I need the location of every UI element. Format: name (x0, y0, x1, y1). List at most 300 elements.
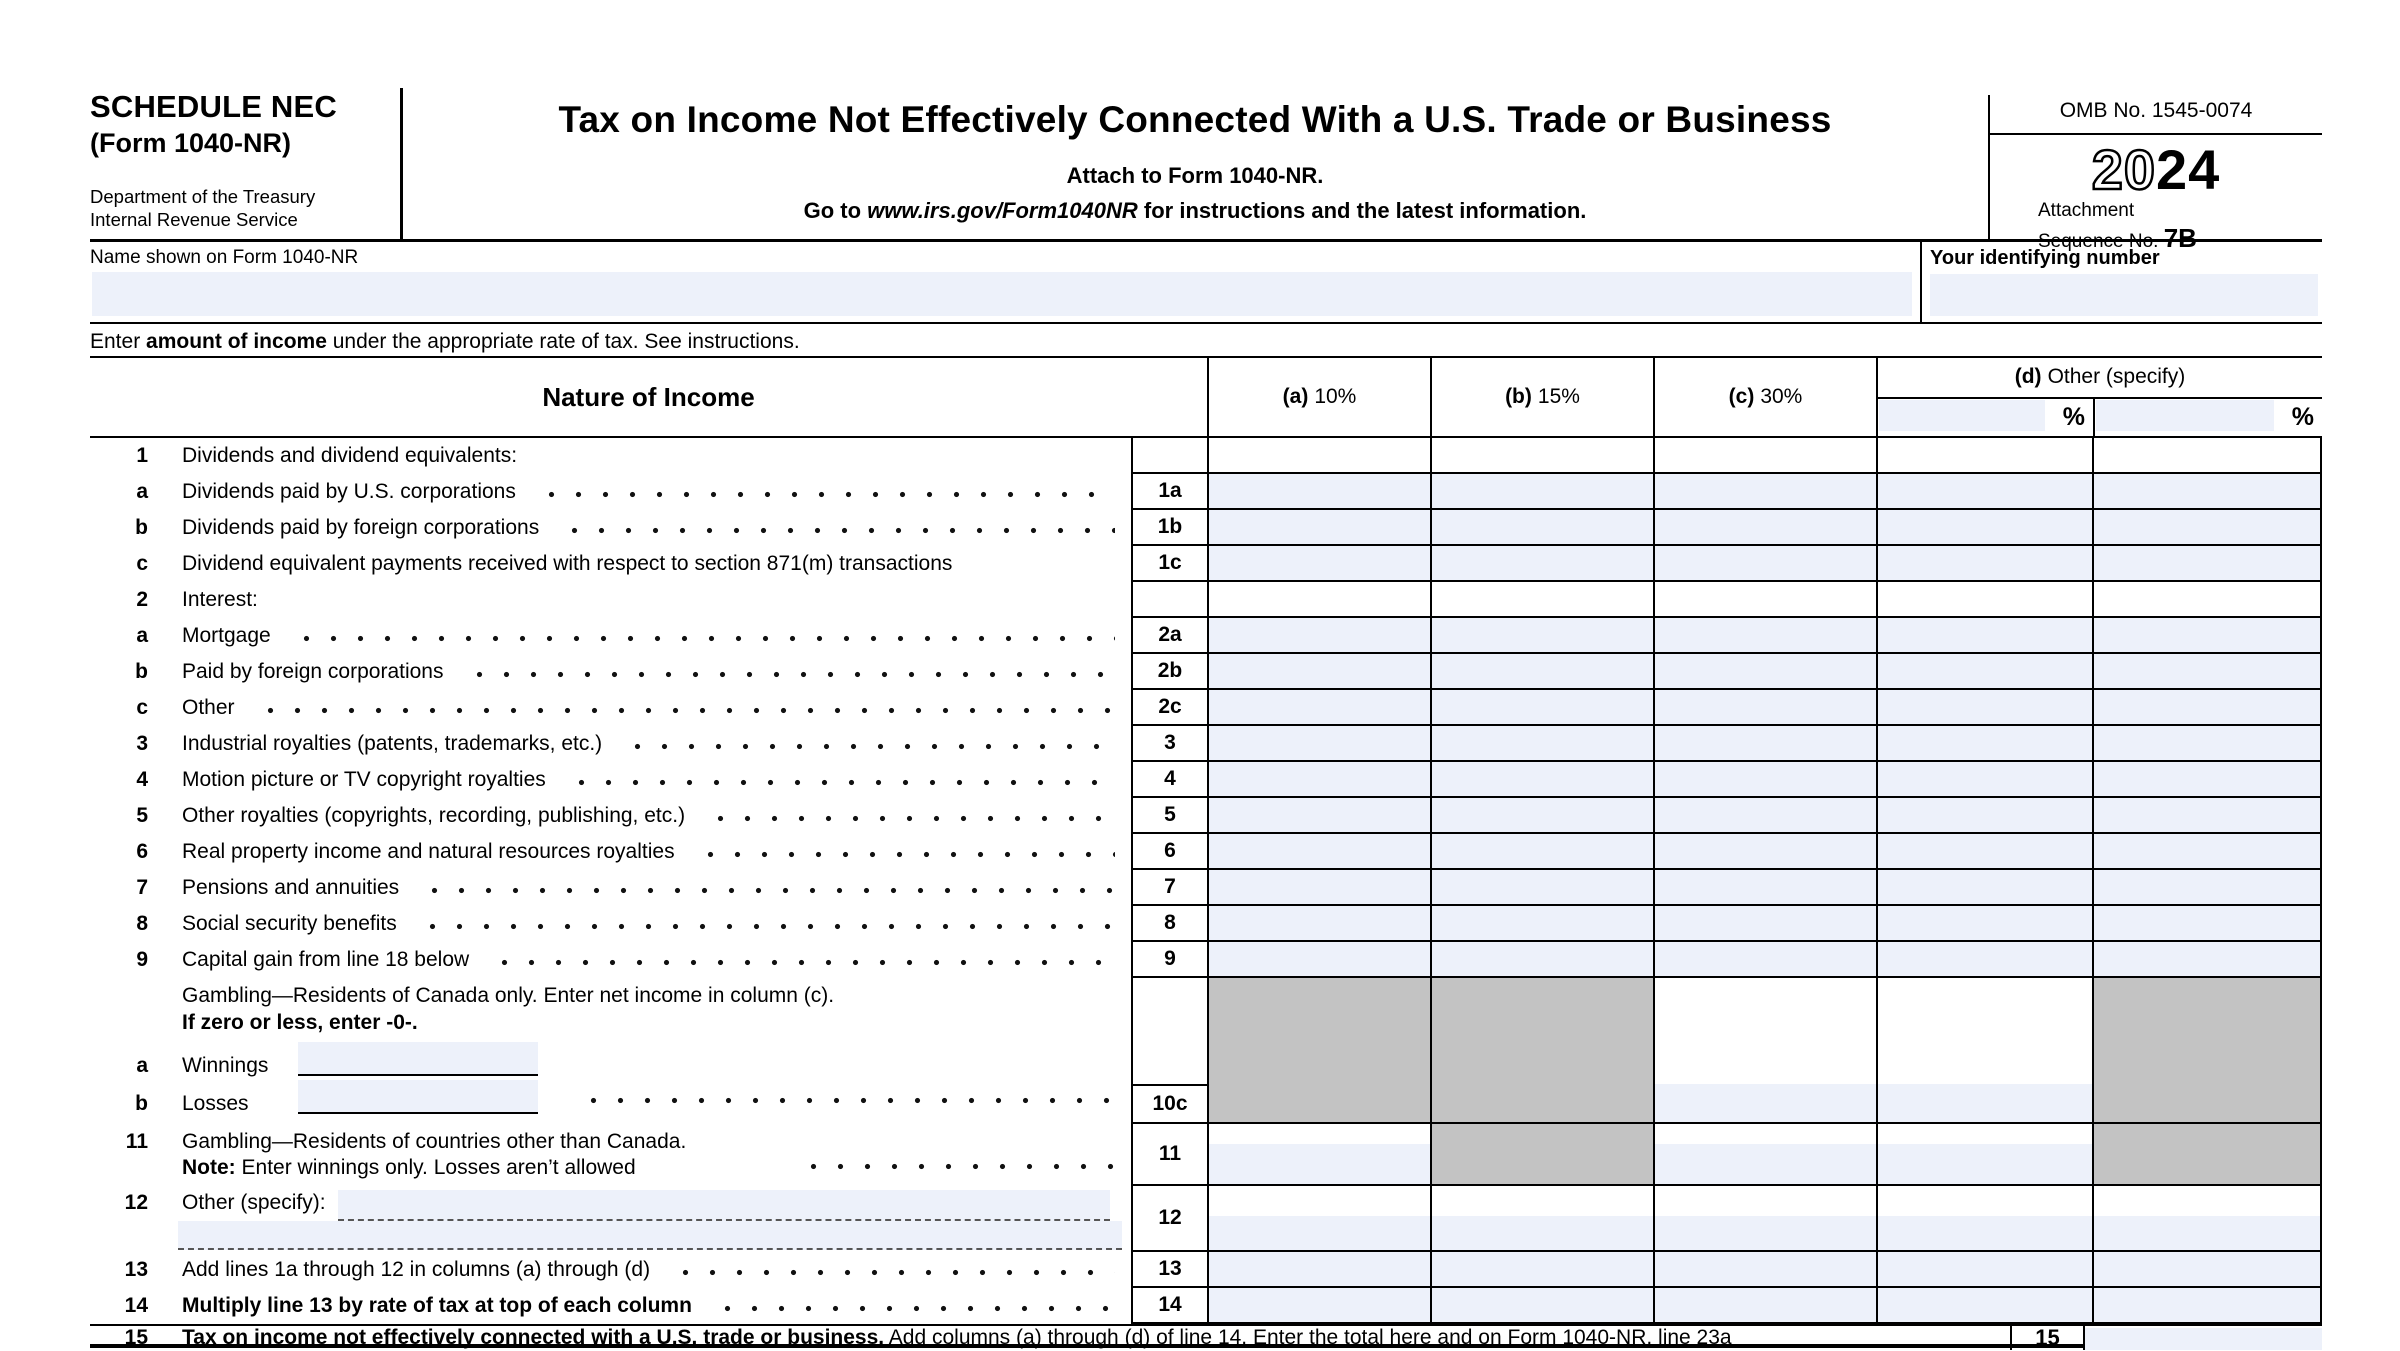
form-number: (Form 1040-NR) (90, 128, 292, 158)
winnings-letter: a (136, 1054, 148, 1077)
cell-2c-a[interactable] (1207, 690, 1430, 726)
cell-7-a[interactable] (1207, 870, 1430, 906)
column-a-rate: 10% (1314, 385, 1357, 408)
cell-1c-c[interactable] (1653, 546, 1876, 582)
row-number (90, 516, 148, 540)
row-number (90, 660, 148, 684)
cell-5-c[interactable] (1653, 798, 1876, 834)
cell-1a-d1[interactable] (1876, 474, 2092, 510)
row-label-line (90, 510, 1131, 546)
title-block (402, 85, 1988, 224)
row-number-text: 9 (136, 948, 148, 971)
row-number-text: 3 (136, 732, 148, 755)
cell-2b-c[interactable] (1653, 654, 1876, 690)
column-a-header (1207, 358, 1430, 436)
row-label-area (90, 474, 1131, 510)
row-number-box (1131, 942, 1207, 978)
other-specify-label: Other (specify): (182, 1191, 326, 1214)
row-label: Capital gain from line 18 below (182, 948, 470, 971)
row-label-bold: Tax on income not effectively connected with a U.S. trade or business. (182, 1326, 885, 1349)
cell-1c-d1[interactable] (1876, 546, 2092, 582)
cell-12-c[interactable] (1653, 1186, 1876, 1252)
row-number-box-text: 6 (1164, 839, 1176, 862)
cell-1b-d1[interactable] (1876, 510, 2092, 546)
row-label-line (90, 798, 1131, 834)
dot-leader (624, 726, 1115, 762)
table-row-line-2a (90, 618, 2322, 654)
row-label: Social security benefits (182, 912, 397, 935)
dot-leader (419, 906, 1115, 942)
cell-1-b (1430, 438, 1653, 474)
instruction-pre: Enter (90, 330, 147, 353)
row-number (90, 840, 148, 864)
cell-5-b[interactable] (1430, 798, 1653, 834)
cell-1b-d2[interactable] (2092, 510, 2322, 546)
row-number-box (1131, 906, 1207, 942)
cell-4-d2[interactable] (2092, 762, 2322, 798)
row-number-box-text: 11 (1158, 1142, 1182, 1165)
row-label: Dividend equivalent payments received with respect to section 871(m) transactions (182, 552, 953, 575)
omb-number: OMB No. 1545-0074 (2059, 99, 2253, 122)
row-label-area (90, 1252, 1131, 1288)
row-number-text: a (136, 624, 148, 647)
identifying-number-input[interactable] (1930, 274, 2318, 316)
cell-9-d2[interactable] (2092, 942, 2322, 978)
cell-8-a[interactable] (1207, 906, 1430, 942)
cell-5-d1[interactable] (1876, 798, 2092, 834)
cell-13-d1[interactable] (1876, 1252, 2092, 1288)
cell-10c-a (1207, 978, 1430, 1124)
cell-3-b[interactable] (1430, 726, 1653, 762)
column-d1-rate-input[interactable] (1879, 400, 2045, 431)
row-label: Multiply line 13 by rate of tax at top of each column (182, 1294, 692, 1317)
row-label-rest: Add columns (a) through (d) of line 14. Enter the total here and on Form 1040-NR, line 23a (884, 1326, 1732, 1349)
row-number-box (1131, 870, 1207, 906)
cell-14-b[interactable] (1430, 1288, 1653, 1324)
cell-14-a[interactable] (1207, 1288, 1430, 1324)
row-number-box (1131, 834, 1207, 870)
cell-2b-d1[interactable] (1876, 654, 2092, 690)
row-number-box-text: 15 (2035, 1325, 2060, 1350)
other-specify-input-2[interactable] (178, 1221, 1122, 1250)
row-label-area (90, 510, 1131, 546)
cell-12-d1[interactable] (1876, 1186, 2092, 1252)
dot-leader (293, 618, 1115, 654)
table-row-line-7 (90, 870, 2322, 906)
table-row-line-2c (90, 690, 2322, 726)
column-d2-rate-input[interactable] (2096, 400, 2274, 431)
cell-1c-a[interactable] (1207, 546, 1430, 582)
cell-2a-d1[interactable] (1876, 618, 2092, 654)
dot-leader (714, 1288, 1115, 1324)
cell-2c-d1[interactable] (1876, 690, 2092, 726)
cell-14-d2[interactable] (2092, 1288, 2322, 1324)
cell-1-c (1653, 438, 1876, 474)
row-label-area (90, 726, 1131, 762)
row-number (90, 444, 148, 468)
dot-leader (538, 474, 1115, 510)
cell-12-d2-input[interactable] (2094, 1216, 2320, 1250)
row-number-box (1131, 546, 1207, 582)
cell-11-d1-input[interactable] (1878, 1144, 2092, 1184)
cell-4-c[interactable] (1653, 762, 1876, 798)
nature-of-income-header: Nature of Income (542, 381, 755, 412)
table-header-row (90, 358, 2322, 438)
row-label-area (90, 546, 1131, 582)
row-number-text: 15 (124, 1326, 148, 1349)
column-c-rate: 30% (1760, 385, 1803, 408)
row-number-text: c (136, 552, 148, 575)
cell-1a-c[interactable] (1653, 474, 1876, 510)
table-row-line-9 (90, 942, 2322, 978)
row-label-line (90, 690, 1131, 726)
cell-1-d2 (2092, 438, 2322, 474)
cell-9-a[interactable] (1207, 942, 1430, 978)
row-number-box (1131, 762, 1207, 798)
cell-1b-b[interactable] (1430, 510, 1653, 546)
row-label: Other (182, 696, 235, 719)
cell-4-a[interactable] (1207, 762, 1430, 798)
row-number-box (1131, 798, 1207, 834)
row-number-box-text: 7 (1164, 875, 1176, 898)
cell-8-d1[interactable] (1876, 906, 2092, 942)
row-label-line (90, 762, 1131, 798)
gambling-canada-line1: Gambling—Residents of Canada only. Enter net income in column (c). (182, 984, 835, 1007)
row-label-line (90, 834, 1131, 870)
cell-13-b[interactable] (1430, 1252, 1653, 1288)
instruction-bold: amount of income (146, 330, 327, 353)
cell-11-b (1430, 1124, 1653, 1186)
row-label-area (90, 798, 1131, 834)
identity-band (90, 242, 2322, 324)
cell-2c-d2[interactable] (2092, 690, 2322, 726)
cell-3-d1[interactable] (1876, 726, 2092, 762)
other-specify-input[interactable] (338, 1190, 1110, 1221)
row-label-area (90, 942, 1131, 978)
row-number (90, 1294, 148, 1318)
row-label: Interest: (182, 588, 258, 611)
cell-2b-a[interactable] (1207, 654, 1430, 690)
row-number-box (1131, 618, 1207, 654)
name-label: Name shown on Form 1040-NR (90, 247, 359, 268)
row-number-box (1131, 582, 1207, 618)
dot-leader (672, 1252, 1115, 1288)
column-d-tag: (d) (2014, 365, 2042, 389)
losses-letter: b (135, 1092, 148, 1115)
cell-6-d1[interactable] (1876, 834, 2092, 870)
cell-6-d2[interactable] (2092, 834, 2322, 870)
winnings-label: Winnings (182, 1054, 269, 1077)
name-cell (90, 242, 1920, 322)
table-row-line-8 (90, 906, 2322, 942)
note-bold: Note: (182, 1156, 236, 1179)
table-row-line-4 (90, 762, 2322, 798)
column-b-tag: (b) (1505, 385, 1532, 408)
cell-2b-b[interactable] (1430, 654, 1653, 690)
cell-3-a[interactable] (1207, 726, 1430, 762)
row-number-box (1131, 1186, 1207, 1252)
cell-3-c[interactable] (1653, 726, 1876, 762)
row-label-line (90, 546, 1131, 582)
cell-11-c[interactable] (1653, 1124, 1876, 1186)
cell-12-d1-input[interactable] (1878, 1216, 2092, 1250)
row-number-box-text: 5 (1164, 803, 1176, 826)
cell-4-d1[interactable] (1876, 762, 2092, 798)
column-a-tag: (a) (1282, 385, 1309, 408)
cell-6-c[interactable] (1653, 834, 1876, 870)
sequence-number: 7B (2163, 222, 2197, 253)
cell-8-b[interactable] (1430, 906, 1653, 942)
tax-year (1990, 137, 2322, 202)
cell-12-c-input[interactable] (1655, 1216, 1876, 1250)
column-c-tag: (c) (1728, 385, 1755, 408)
note-rest: Enter winnings only. Losses aren’t allowed (235, 1156, 636, 1179)
row-number-box-text: 9 (1164, 947, 1176, 970)
cell-11-c-input[interactable] (1655, 1144, 1876, 1184)
cell-2a-b[interactable] (1430, 618, 1653, 654)
cell-7-c[interactable] (1653, 870, 1876, 906)
cell-2-d2 (2092, 582, 2322, 618)
row-label: Dividends paid by U.S. corporations (182, 480, 516, 503)
cell-12-b-input[interactable] (1432, 1216, 1653, 1250)
row-number-text: 2 (136, 588, 148, 611)
row-number-text: 4 (136, 768, 148, 791)
table-row-line-3 (90, 726, 2322, 762)
cell-10c-d1[interactable] (1876, 978, 2092, 1124)
row-number-text: 14 (124, 1294, 148, 1317)
cell-13-c[interactable] (1653, 1252, 1876, 1288)
row-number-box (1131, 654, 1207, 690)
row-number (90, 948, 148, 972)
cell-14-d1[interactable] (1876, 1288, 2092, 1324)
dot-leader (580, 1096, 1117, 1105)
row-number-text: b (135, 516, 148, 539)
row-number (90, 696, 148, 720)
cell-6-a[interactable] (1207, 834, 1430, 870)
cell-7-d2[interactable] (2092, 870, 2322, 906)
table-row-line-15 (90, 1324, 2322, 1350)
row-label-area (90, 1124, 1131, 1186)
row-number-box (1131, 1124, 1207, 1186)
row-number (90, 1258, 148, 1282)
row-label-area (90, 582, 1131, 618)
attachment-word: Attachment (2038, 200, 2135, 221)
cell-2c-c[interactable] (1653, 690, 1876, 726)
row-number-box-text: 10c (1152, 1092, 1188, 1115)
row-label-area (90, 618, 1131, 654)
row-label: Mortgage (182, 624, 271, 647)
row-number-box-text: 1a (1158, 479, 1182, 502)
row-number-box (2010, 1326, 2085, 1350)
dot-leader (491, 942, 1115, 978)
row-number-text: a (136, 480, 148, 503)
cell-3-d2[interactable] (2092, 726, 2322, 762)
row-number (90, 804, 148, 828)
table-row-line-5 (90, 798, 2322, 834)
cell-11-a-input[interactable] (1209, 1144, 1430, 1184)
column-d-text: Other (specify) (2047, 365, 2186, 389)
cell-2-b (1430, 582, 1653, 618)
goto-suffix: for instructions and the latest information. (1137, 198, 1587, 223)
cell-2a-a[interactable] (1207, 618, 1430, 654)
cell-4-b[interactable] (1430, 762, 1653, 798)
cell-13-d2[interactable] (2092, 1252, 2322, 1288)
row-number-box (1131, 1288, 1207, 1324)
dot-leader (466, 654, 1116, 690)
gambling-other-note (182, 1156, 636, 1180)
cell-11-a[interactable] (1207, 1124, 1430, 1186)
row-number-box-text: 3 (1164, 731, 1176, 754)
cell-10c-d1-input[interactable] (1878, 1084, 2092, 1122)
cell-1a-b[interactable] (1430, 474, 1653, 510)
cell-9-d1[interactable] (1876, 942, 2092, 978)
row-number-box-text: 2b (1157, 659, 1183, 682)
row-label-area (90, 978, 1131, 1124)
table-row-line-11 (90, 1124, 2322, 1186)
row-label-area (90, 438, 1131, 474)
row-number (90, 876, 148, 900)
cell-1b-c[interactable] (1653, 510, 1876, 546)
table-row-line-2 (90, 582, 2322, 618)
goto-line (402, 198, 1988, 224)
cell-2c-b[interactable] (1430, 690, 1653, 726)
cell-9-b[interactable] (1430, 942, 1653, 978)
row-label-line (90, 870, 1131, 906)
row-label: Dividends paid by foreign corporations (182, 516, 540, 539)
line15-total-input[interactable] (2085, 1328, 2322, 1350)
cell-14-c[interactable] (1653, 1288, 1876, 1324)
row-label-area (90, 834, 1131, 870)
table-row-line-2b (90, 654, 2322, 690)
omb-rule (1990, 133, 2322, 135)
cell-11-d2 (2092, 1124, 2322, 1186)
row-number (90, 588, 148, 612)
row-number (90, 1191, 148, 1215)
table-row-line-13 (90, 1252, 2322, 1288)
cell-9-c[interactable] (1653, 942, 1876, 978)
cell-8-d2[interactable] (2092, 906, 2322, 942)
row-label: Real property income and natural resources royalties (182, 840, 675, 863)
table-row-line-1c (90, 546, 2322, 582)
cell-10c-b (1430, 978, 1653, 1124)
cell-10c-c-input[interactable] (1655, 1084, 1876, 1122)
cell-12-a[interactable] (1207, 1186, 1430, 1252)
cell-12-b[interactable] (1430, 1186, 1653, 1252)
cell-2a-c[interactable] (1653, 618, 1876, 654)
form-id-block (90, 89, 390, 231)
dot-leader (697, 834, 1115, 870)
rate-instruction (90, 330, 800, 354)
name-input[interactable] (92, 272, 1912, 316)
cell-1a-d2[interactable] (2092, 474, 2322, 510)
cell-2-d1 (1876, 582, 2092, 618)
row-label-line (90, 942, 1131, 978)
dot-leader (421, 870, 1115, 906)
cell-12-a-input[interactable] (1209, 1216, 1430, 1250)
table-row-line-12 (90, 1186, 2322, 1252)
cell-2-a (1207, 582, 1430, 618)
instruction-post: under the appropriate rate of tax. See instructions. (326, 330, 800, 353)
cell-10c-c[interactable] (1653, 978, 1876, 1124)
row-label-line (90, 618, 1131, 654)
row-number-box-text: 8 (1164, 911, 1176, 934)
row-number-box-text: 14 (1158, 1293, 1182, 1316)
cell-1c-d2[interactable] (2092, 546, 2322, 582)
gambling-canada-line2: If zero or less, enter -0-. (182, 1011, 418, 1034)
row-number (90, 768, 148, 792)
row-number-text: 8 (136, 912, 148, 935)
cell-7-b[interactable] (1430, 870, 1653, 906)
dot-leader (568, 762, 1115, 798)
row-label-line (90, 1326, 2010, 1350)
row-number-box-text: 13 (1158, 1257, 1182, 1280)
cell-2a-d2[interactable] (2092, 618, 2322, 654)
cell-1c-b[interactable] (1430, 546, 1653, 582)
column-b-rate: 15% (1537, 385, 1580, 408)
table-row-line-10c (90, 978, 2322, 1124)
losses-label: Losses (182, 1092, 249, 1115)
row-number-text: 13 (124, 1258, 148, 1281)
agency-line1: Department of the Treasury (90, 186, 316, 207)
row-label-area (90, 654, 1131, 690)
column-d2-percent-sign: % (2291, 402, 2314, 431)
row-number-box-text: 1b (1157, 515, 1183, 538)
row-label: Dividends and dividend equivalents: (182, 444, 518, 467)
column-d1-rate-cell (1878, 399, 2093, 436)
column-d2-rate-cell (2093, 399, 2322, 436)
cell-11-d1[interactable] (1876, 1124, 2092, 1186)
cell-7-d1[interactable] (1876, 870, 2092, 906)
row-label-area (90, 1326, 2010, 1350)
cell-12-d2[interactable] (2092, 1186, 2322, 1252)
winnings-input[interactable] (298, 1042, 538, 1076)
row-label: Other royalties (copyrights, recording, publishing, etc.) (182, 804, 686, 827)
table-row-line-1b (90, 510, 2322, 546)
row-label: Paid by foreign corporations (182, 660, 444, 683)
cell-2-c (1653, 582, 1876, 618)
cell-1b-a[interactable] (1207, 510, 1430, 546)
cell-5-a[interactable] (1207, 798, 1430, 834)
dot-leader (707, 798, 1115, 834)
row-label: Pensions and annuities (182, 876, 400, 899)
dot-leader (257, 690, 1115, 726)
row-number-box-text: 2c (1158, 695, 1182, 718)
losses-input[interactable] (298, 1080, 538, 1114)
row-label-line (90, 582, 1131, 618)
cell-13-a[interactable] (1207, 1252, 1430, 1288)
row-number-box (1131, 438, 1207, 474)
table-row-line-6 (90, 834, 2322, 870)
income-table (90, 356, 2322, 1348)
row-number (90, 1130, 148, 1154)
cell-5-d2[interactable] (2092, 798, 2322, 834)
cell-1a-a[interactable] (1207, 474, 1430, 510)
row-number (90, 624, 148, 648)
gambling-other-line1: Gambling—Residents of countries other than Canada. (182, 1130, 687, 1153)
sequence-label: Sequence No. (2038, 230, 2164, 252)
row-label-line (90, 474, 1131, 510)
column-d-header (1876, 358, 2322, 436)
row-number-box-text: 2a (1158, 623, 1182, 646)
cell-2b-d2[interactable] (2092, 654, 2322, 690)
cell-8-c[interactable] (1653, 906, 1876, 942)
table-row-line-14 (90, 1288, 2322, 1324)
table-row-line-1 (90, 438, 2322, 474)
row-number (90, 1326, 148, 1350)
row-label-line (90, 654, 1131, 690)
cell-6-b[interactable] (1430, 834, 1653, 870)
row-number-box-text: 1c (1158, 551, 1182, 574)
